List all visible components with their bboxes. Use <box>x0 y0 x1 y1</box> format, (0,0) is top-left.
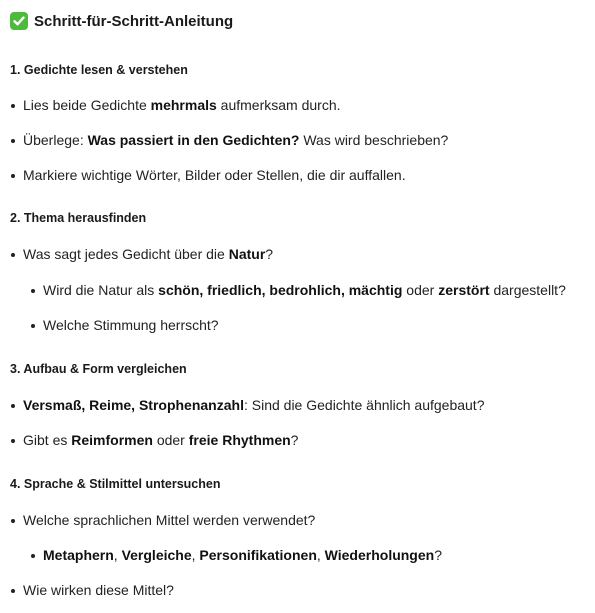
section-heading: 1. Gedichte lesen & verstehen <box>10 63 188 77</box>
list-item-text: Was sagt jedes Gedicht über die Natur? <box>23 246 274 262</box>
section-heading: 3. Aufbau & Form vergleichen <box>10 362 187 376</box>
list-item-text: Versmaß, Reime, Strophenanzahl: Sind die Gedichte ähnlich aufgebaut? <box>23 397 485 413</box>
list-item-text: Gibt es Reimformen oder freie Rhythmen? <box>23 432 299 448</box>
bullet-dot <box>11 589 15 593</box>
list-item-text: Lies beide Gedichte mehrmals aufmerksam durch. <box>23 97 341 113</box>
list-item-text: Welche sprachlichen Mittel werden verwendet? <box>23 512 316 528</box>
bullet-dot <box>31 289 35 293</box>
bullet-dot <box>11 519 15 523</box>
bullet-dot <box>11 174 15 178</box>
list-item-text: Markiere wichtige Wörter, Bilder oder Stellen, die dir auffallen. <box>23 167 406 183</box>
bullet-dot <box>11 139 15 143</box>
bullet-dot <box>11 253 15 257</box>
list-item-text: Welche Stimmung herrscht? <box>43 317 219 333</box>
document-title-row <box>10 12 233 30</box>
document-title: Schritt-für-Schritt-Anleitung <box>34 12 234 30</box>
bullet-dot <box>31 324 35 328</box>
bullet-dot <box>31 554 35 558</box>
list-item-text: Wird die Natur als schön, friedlich, bedrohlich, mächtig oder zerstört dargestellt? <box>43 282 566 298</box>
bullet-dot <box>11 104 15 108</box>
list-item-text: Metaphern, Vergleiche, Personifikationen, Wiederholungen? <box>43 547 442 563</box>
list-item-text: Wie wirken diese Mittel? <box>23 582 174 598</box>
list-item-text: Überlege: Was passiert in den Gedichten? Was wird beschrieben? <box>23 132 449 148</box>
section-heading: 2. Thema herausfinden <box>10 211 147 225</box>
check-mark-icon <box>10 12 28 30</box>
bullet-dot <box>11 404 15 408</box>
section-heading: 4. Sprache & Stilmittel untersuchen <box>10 477 221 491</box>
bullet-dot <box>11 439 15 443</box>
